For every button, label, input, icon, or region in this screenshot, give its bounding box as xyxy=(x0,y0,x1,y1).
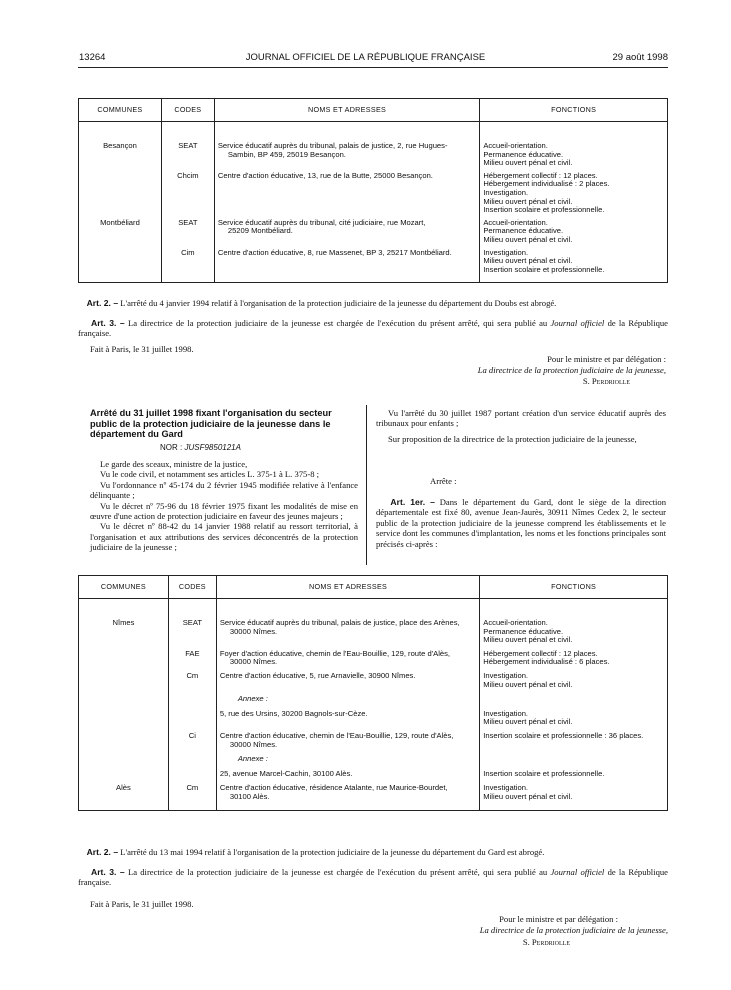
table-row xyxy=(79,727,668,749)
fonction-line: Accueil-orientation. xyxy=(483,217,548,227)
visa-garde: Le garde des sceaux, ministre de la justice, xyxy=(100,459,248,469)
fonction-line: Accueil-orientation. xyxy=(483,618,548,627)
doubs-article-3: Art. 3. – La directrice de la protection judiciaire de la jeunesse est chargée de l'exécution du présent arrêté, qui sera publié au Journal officiel de la République française. xyxy=(78,318,668,339)
cell-code: Cm xyxy=(168,667,216,689)
gard-article-2: Art. 2. – L'arrêté du 13 mai 1994 relatif à l'organisation de la protection judiciaire de la jeunesse du département du Gard est abrogé. xyxy=(86,847,545,857)
table-row xyxy=(79,599,668,645)
table-gard xyxy=(78,575,668,811)
adresse-line: Foyer d'action éducative, chemin de l'Eau-Bouillie, 129, route d'Alès, xyxy=(219,648,451,658)
col-communes: COMMUNES xyxy=(79,99,162,122)
annexe-label: Annexe : xyxy=(237,694,268,704)
cell-fonctions xyxy=(480,689,668,727)
adresse-line: Centre d'action éducative, résidence Atalante, rue Maurice-Bourdet, xyxy=(219,783,448,793)
visa-arrete-1987: Vu l'arrêté du 30 juillet 1987 portant création d'un service éducatif auprès des tribunaux pour enfants ; xyxy=(376,408,666,429)
cell-fonctions xyxy=(480,245,668,283)
fonction-line: Hébergement individualisé : 2 places. xyxy=(483,179,610,189)
cell-adresse xyxy=(216,599,479,645)
fonction-line: Insertion scolaire et professionnelle. xyxy=(483,264,605,274)
adresse-line: 30000 Nîmes. xyxy=(229,626,278,636)
table-header-row xyxy=(79,99,668,122)
column-divider xyxy=(366,405,367,565)
adresse-line: Service éducatif auprès du tribunal, palais de justice, 2, rue Hugues- xyxy=(217,141,448,150)
cell-code: Chcim xyxy=(161,168,214,215)
fonction-line: Permanence éducative. xyxy=(483,626,564,636)
gard-sign-3: S. Perdriolle xyxy=(522,937,570,947)
cell-code: SEAT xyxy=(161,215,214,245)
gard-article-1: Art. 1er. – Dans le département du Gard, dont le siège de la direction départementale est fixé 80, avenue Jean-Jaurès, 30911 Nîmes Cedex 2, le secteur public de la protection judiciaire de la jeunesse comprend les établissements et le service dont les communes d'implantation, les noms et les fonctions principales sont précisés ci-après : xyxy=(376,497,667,549)
cell-code: FAE xyxy=(168,645,216,667)
table-row xyxy=(79,749,668,778)
fonction-line: Permanence éducative. xyxy=(483,149,564,159)
adresse-line: 30000 Nîmes. xyxy=(229,739,278,749)
gard-visas-left xyxy=(90,459,358,553)
col-codes: CODES xyxy=(168,576,216,599)
fonction-line: Accueil-orientation. xyxy=(483,141,548,150)
page-number: 13264 xyxy=(79,52,106,63)
fonction-line: Hébergement individualisé : 6 places. xyxy=(483,657,610,667)
table-row xyxy=(79,245,668,283)
table-header-row xyxy=(79,576,668,599)
cell-code: SEAT xyxy=(161,122,214,168)
table-row xyxy=(79,778,668,810)
adresse-line: 30100 Alès. xyxy=(229,791,270,801)
gard-nor: NOR : JUSF9850121A xyxy=(160,443,241,452)
gard-arrete: Arrête : xyxy=(430,476,457,486)
doubs-article-2: Art. 2. – L'arrêté du 4 janvier 1994 relatif à l'organisation de la protection judiciaire de la jeunesse du département du Doubs est abrogé. xyxy=(86,298,557,308)
header-rule xyxy=(78,67,668,68)
doubs-sign-1: Pour le ministre et par délégation : xyxy=(547,354,666,364)
cell-fonctions xyxy=(480,599,668,645)
cell-fonctions xyxy=(480,168,668,215)
fonction-line: Hébergement collectif : 12 places. xyxy=(483,170,598,180)
cell-fonctions xyxy=(480,122,668,168)
cell-commune xyxy=(79,667,169,689)
cell-commune xyxy=(79,245,162,283)
cell-adresse xyxy=(216,645,479,667)
fonction-line: Milieu ouvert pénal et civil. xyxy=(483,196,573,206)
cell-adresse xyxy=(214,168,479,215)
table-row xyxy=(79,645,668,667)
cell-commune xyxy=(79,689,169,727)
col-noms: NOMS ET ADRESSES xyxy=(216,576,479,599)
fonction-line: Insertion scolaire et professionnelle. xyxy=(483,205,605,215)
col-noms: NOMS ET ADRESSES xyxy=(214,99,479,122)
fonction-line: Milieu ouvert pénal et civil. xyxy=(483,256,573,266)
cell-commune xyxy=(79,645,169,667)
adresse-line: Sambin, BP 459, 25019 Besançon. xyxy=(227,149,346,159)
fonction-line: Milieu ouvert pénal et civil. xyxy=(483,679,573,689)
cell-code xyxy=(168,689,216,727)
gard-article-3: Art. 3. – La directrice de la protection judiciaire de la jeunesse est chargée de l'exécution du présent arrêté, qui sera publié au Journal officiel de la République française. xyxy=(78,867,668,888)
cell-adresse xyxy=(214,215,479,245)
fonction-line: Insertion scolaire et professionnelle. xyxy=(483,768,605,778)
cell-code xyxy=(168,749,216,778)
adresse-line: 30000 Nîmes. xyxy=(229,657,278,667)
fonction-line: Investigation. xyxy=(483,187,529,197)
doubs-sign-3: S. Perdriolle xyxy=(582,376,630,386)
fonction-line: Milieu ouvert pénal et civil. xyxy=(483,234,573,244)
gard-sign-1: Pour le ministre et par délégation : xyxy=(499,914,618,924)
cell-fonctions xyxy=(480,778,668,810)
gard-fait: Fait à Paris, le 31 juillet 1998. xyxy=(90,899,194,909)
fonction-line: Insertion scolaire et professionnelle : 36 places. xyxy=(483,730,644,740)
cell-adresse xyxy=(214,122,479,168)
cell-adresse xyxy=(214,245,479,283)
adresse-line: Service éducatif auprès du tribunal, palais de justice, place des Arènes, xyxy=(219,618,460,627)
cell-code: SEAT xyxy=(168,599,216,645)
col-communes: COMMUNES xyxy=(79,576,169,599)
cell-fonctions xyxy=(480,667,668,689)
visa-ordonnance: Vu l'ordonnance nº 45-174 du 2 février 1945 modifiée relative à l'enfance délinquante ; xyxy=(90,479,358,501)
journal-title: JOURNAL OFFICIEL DE LA RÉPUBLIQUE FRANÇAISE xyxy=(245,52,486,63)
table-row xyxy=(79,667,668,689)
fonction-line: Investigation. xyxy=(483,247,529,257)
cell-code: Ci xyxy=(168,727,216,749)
cell-adresse xyxy=(216,727,479,749)
table-row xyxy=(79,122,668,168)
cell-commune: Montbéliard xyxy=(79,215,162,245)
fonction-line: Milieu ouvert pénal et civil. xyxy=(483,717,573,727)
adresse-line: 25209 Montbéliard. xyxy=(227,226,293,236)
cell-code: Cim xyxy=(161,245,214,283)
visa-code-civil: Vu le code civil, et notamment ses articles L. 375-1 à L. 375-8 ; xyxy=(100,469,320,480)
table-row xyxy=(79,689,668,727)
cell-adresse xyxy=(216,689,479,727)
fonction-line: Investigation. xyxy=(483,708,529,718)
gard-visa-right xyxy=(376,408,666,444)
fonction-line: Permanence éducative. xyxy=(483,226,564,236)
col-fonctions: FONCTIONS xyxy=(480,99,668,122)
gard-title: Arrêté du 31 juillet 1998 fixant l'organisation du secteur public de la protection judiciaire de la jeunesse dans le département du Gard xyxy=(90,408,332,439)
gard-sign-2: La directrice de la protection judiciaire de la jeunesse, xyxy=(479,925,668,935)
annexe-label: Annexe : xyxy=(237,754,268,764)
fonction-line: Investigation. xyxy=(483,670,529,680)
doubs-fait: Fait à Paris, le 31 juillet 1998. xyxy=(90,344,194,354)
table-row xyxy=(79,168,668,215)
cell-commune xyxy=(79,749,169,778)
cell-fonctions xyxy=(480,645,668,667)
adresse-line: 25, avenue Marcel-Cachin, 30100 Alès. xyxy=(219,768,353,778)
fonction-line: Milieu ouvert pénal et civil. xyxy=(483,791,573,801)
fonction-line: Hébergement collectif : 12 places. xyxy=(483,648,598,658)
fonction-line: Milieu ouvert pénal et civil. xyxy=(483,635,573,645)
doubs-sign-2: La directrice de la protection judiciaire de la jeunesse, xyxy=(477,365,666,375)
cell-adresse xyxy=(216,749,479,778)
adresse-line: 5, rue des Ursins, 30200 Bagnols-sur-Cèze. xyxy=(219,708,368,718)
cell-commune: Nîmes xyxy=(79,599,169,645)
adresse-line: Centre d'action éducative, 5, rue Arnavielle, 30900 Nîmes. xyxy=(219,670,416,680)
fonction-line: Investigation. xyxy=(483,783,529,793)
issue-date: 29 août 1998 xyxy=(612,52,668,63)
visa-decret-1975: Vu le décret nº 75-96 du 18 février 1975 fixant les modalités de mise en œuvre d'une action de protection judiciaire en faveur des jeunes majeurs ; xyxy=(90,500,358,522)
cell-commune xyxy=(79,727,169,749)
visa-proposition: Sur proposition de la directrice de la protection judiciaire de la jeunesse, xyxy=(388,433,637,444)
adresse-line: Service éducatif auprès du tribunal, cité judiciaire, rue Mozart, xyxy=(217,217,426,227)
col-fonctions: FONCTIONS xyxy=(480,576,668,599)
cell-commune: Alès xyxy=(79,778,169,810)
cell-commune: Besançon xyxy=(79,122,162,168)
cell-adresse xyxy=(216,778,479,810)
cell-adresse xyxy=(216,667,479,689)
visa-decret-1988: Vu le décret nº 88-42 du 14 janvier 1988 relatif au ressort territorial, à l'organisation et aux attributions des services déconcentrés de la protection judiciaire de la jeunesse ; xyxy=(90,521,358,553)
table-row xyxy=(79,215,668,245)
table-doubs xyxy=(78,98,668,283)
cell-code: Cm xyxy=(168,778,216,810)
adresse-line: Centre d'action éducative, 13, rue de la Butte, 25000 Besançon. xyxy=(217,170,433,180)
fonction-line: Milieu ouvert pénal et civil. xyxy=(483,158,573,168)
adresse-line: Centre d'action éducative, chemin de l'Eau-Bouillie, 129, route d'Alès, xyxy=(219,730,454,740)
col-codes: CODES xyxy=(161,99,214,122)
cell-fonctions xyxy=(480,727,668,749)
cell-commune xyxy=(79,168,162,215)
cell-fonctions xyxy=(480,749,668,778)
adresse-line: Centre d'action éducative, 8, rue Massenet, BP 3, 25217 Montbéliard. xyxy=(217,247,452,257)
cell-fonctions xyxy=(480,215,668,245)
